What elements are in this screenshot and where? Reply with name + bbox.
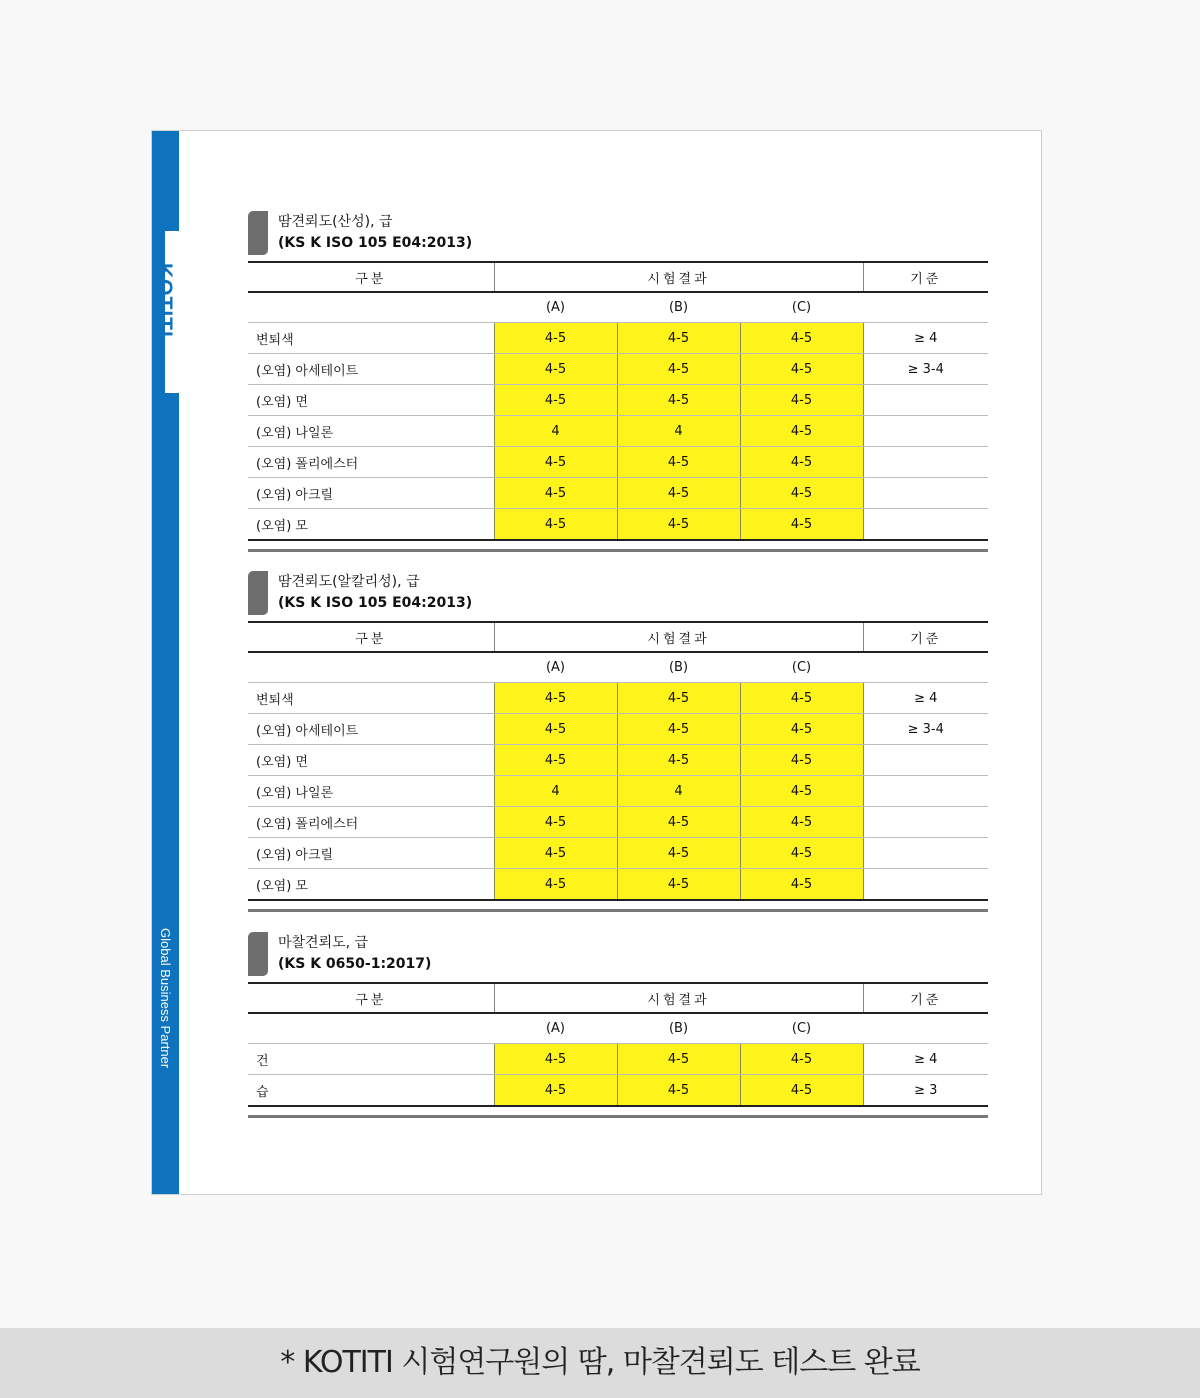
caption-bar [0, 1328, 1200, 1398]
table-row: 변퇴색 4-5 4-5 4-5 ≥ 4 [248, 323, 988, 354]
results-table [248, 621, 988, 901]
table-row: 변퇴색 4-5 4-5 4-5 ≥ 4 [248, 683, 988, 714]
header-criteria: 기준 [863, 622, 988, 652]
table-row: (오염) 아크릴 4-5 4-5 4-5 [248, 838, 988, 869]
sample-c-header: (C) [740, 652, 863, 683]
table-row: (오염) 모 4-5 4-5 4-5 [248, 509, 988, 541]
table-row: (오염) 면 4-5 4-5 4-5 [248, 745, 988, 776]
section-title: 땀견뢰도(산성), 급 [278, 214, 393, 230]
table-row: (오염) 면 4-5 4-5 4-5 [248, 385, 988, 416]
sample-b-header: (B) [617, 652, 740, 683]
header-category: 구분 [248, 983, 494, 1013]
sample-a-header: (A) [494, 652, 617, 683]
section-divider [248, 909, 988, 912]
sample-b-header: (B) [617, 1013, 740, 1044]
table-row: 건 4-5 4-5 4-5 ≥ 4 [248, 1044, 988, 1075]
table-row: (오염) 아세테이트 4-5 4-5 4-5 ≥ 3-4 [248, 354, 988, 385]
header-result: 시험결과 [494, 262, 863, 292]
header-result: 시험결과 [494, 983, 863, 1013]
kotiti-logo: KOTITI [153, 263, 176, 338]
header-result: 시험결과 [494, 622, 863, 652]
sample-c-header: (C) [740, 1013, 863, 1044]
results-table [248, 982, 988, 1107]
sample-c-header: (C) [740, 292, 863, 323]
table-row: 습 4-5 4-5 4-5 ≥ 3 [248, 1075, 988, 1107]
table-row: (오염) 모 4-5 4-5 4-5 [248, 869, 988, 901]
section-heading [248, 932, 988, 982]
section-title: 마찰견뢰도, 급 [278, 935, 369, 951]
section-rubbing [248, 932, 988, 1118]
table-row: (오염) 아세테이트 4-5 4-5 4-5 ≥ 3-4 [248, 714, 988, 745]
header-criteria: 기준 [863, 262, 988, 292]
section-divider [248, 1115, 988, 1118]
section-marker [248, 932, 268, 976]
results-table [248, 261, 988, 541]
header-category: 구분 [248, 622, 494, 652]
section-standard: (KS K ISO 105 E04:2013) [278, 595, 473, 611]
section-perspiration-acid [248, 211, 988, 552]
section-title: 땀견뢰도(알칼리성), 급 [278, 574, 420, 590]
header-category: 구분 [248, 262, 494, 292]
table-row: (오염) 아크릴 4-5 4-5 4-5 [248, 478, 988, 509]
section-heading [248, 571, 988, 621]
section-marker [248, 571, 268, 615]
sample-a-header: (A) [494, 292, 617, 323]
sample-b-header: (B) [617, 292, 740, 323]
table-row: (오염) 나일론 4 4 4-5 [248, 776, 988, 807]
section-standard: (KS K 0650-1:2017) [278, 956, 432, 972]
table-row: (오염) 폴리에스터 4-5 4-5 4-5 [248, 447, 988, 478]
table-row: (오염) 나일론 4 4 4-5 [248, 416, 988, 447]
tagline-text: Global Business Partner [158, 928, 173, 1069]
section-standard: (KS K ISO 105 E04:2013) [278, 235, 473, 251]
section-divider [248, 549, 988, 552]
section-marker [248, 211, 268, 255]
caption-text: * KOTITI 시험연구원의 땀, 마찰견뢰도 테스트 완료 [280, 1345, 920, 1380]
section-heading [248, 211, 988, 261]
table-row: (오염) 폴리에스터 4-5 4-5 4-5 [248, 807, 988, 838]
section-perspiration-alkaline [248, 571, 988, 912]
test-report-document [151, 130, 1042, 1195]
sample-a-header: (A) [494, 1013, 617, 1044]
header-criteria: 기준 [863, 983, 988, 1013]
